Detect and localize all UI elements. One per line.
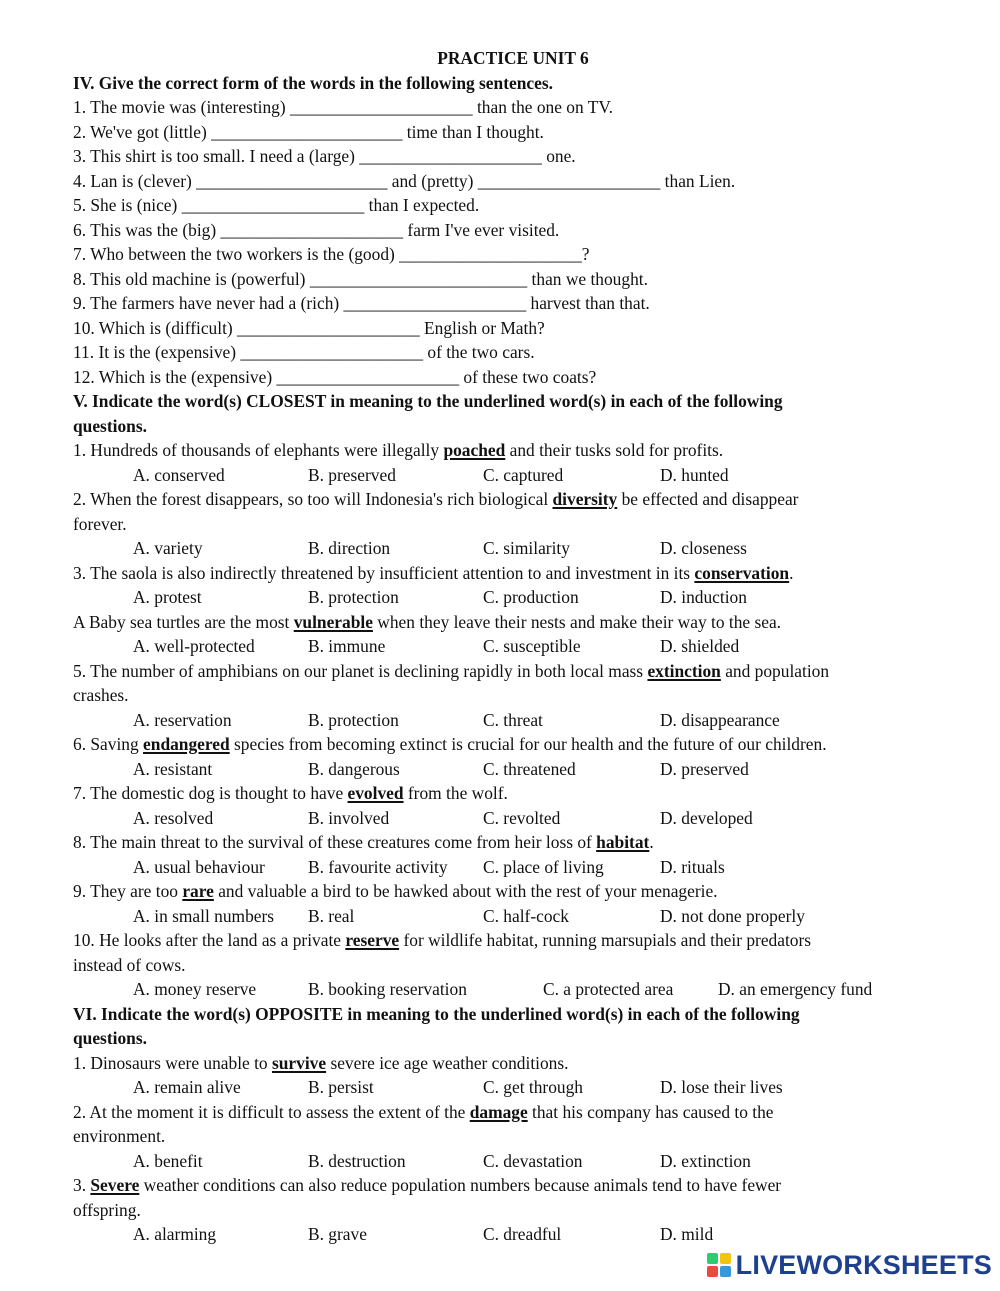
fill-in-item: 3. This shirt is too small. I need a (large) _____________________ one. bbox=[73, 146, 576, 166]
answer-options bbox=[73, 536, 953, 561]
answer-option[interactable]: B. persist bbox=[308, 1077, 374, 1097]
page-title: PRACTICE UNIT 6 bbox=[437, 48, 589, 68]
answer-option[interactable]: C. threat bbox=[483, 709, 543, 730]
question-stem bbox=[73, 1173, 953, 1198]
question-stem bbox=[73, 561, 953, 586]
logo-icon bbox=[707, 1253, 731, 1277]
answer-option[interactable]: C. get through bbox=[483, 1077, 583, 1097]
answer-option[interactable]: D. lose their lives bbox=[660, 1077, 783, 1097]
answer-options bbox=[73, 757, 953, 782]
answer-option[interactable]: D. mild bbox=[660, 1224, 714, 1244]
question-text-cont: offspring. bbox=[73, 1199, 141, 1220]
fill-in-item: 8. This old machine is (powerful) _________________________ than we thought. bbox=[73, 268, 648, 289]
question-text: be effected and disappear bbox=[617, 489, 799, 509]
question-stem bbox=[73, 610, 953, 635]
underlined-keyword: habitat bbox=[596, 832, 650, 852]
answer-options bbox=[73, 806, 953, 831]
answer-option[interactable]: C. place of living bbox=[483, 856, 604, 877]
underlined-keyword: diversity bbox=[552, 489, 618, 509]
answer-option[interactable]: A. resolved bbox=[133, 807, 214, 828]
answer-option[interactable]: B. destruction bbox=[308, 1150, 406, 1171]
answer-option[interactable]: A. resistant bbox=[133, 758, 213, 779]
answer-option[interactable]: B. immune bbox=[308, 636, 386, 656]
answer-option[interactable]: C. threatened bbox=[483, 758, 576, 779]
answer-option[interactable]: C. similarity bbox=[483, 538, 570, 558]
question-text-cont: crashes. bbox=[73, 685, 129, 705]
answer-option[interactable]: A. benefit bbox=[133, 1150, 203, 1171]
fill-in-item: 1. The movie was (interesting) _____________________ than the one on TV. bbox=[73, 97, 614, 117]
section-vi-heading: VI. Indicate the word(s) OPPOSITE in meaning to the underlined word(s) in each of the following bbox=[73, 1003, 800, 1024]
fill-in-item: 10. Which is (difficult) _____________________ English or Math? bbox=[73, 317, 545, 338]
underlined-keyword: vulnerable bbox=[293, 611, 373, 632]
answer-option[interactable]: D. hunted bbox=[660, 464, 729, 485]
fill-in-item: 9. The farmers have never had a (rich) _____________________ harvest than that. bbox=[73, 293, 650, 313]
answer-option[interactable]: A. in small numbers bbox=[133, 905, 275, 926]
answer-option[interactable]: D. induction bbox=[660, 587, 747, 607]
question-text: 1. Dinosaurs were unable to bbox=[73, 1052, 272, 1073]
question-text: species from becoming extinct is crucial for our health and the future of our children. bbox=[229, 734, 827, 754]
underlined-keyword: rare bbox=[182, 881, 214, 901]
answer-option[interactable]: B. involved bbox=[308, 807, 390, 828]
answer-options bbox=[73, 1222, 953, 1247]
question-text: 7. The domestic dog is thought to have bbox=[73, 783, 348, 803]
question-text: 5. The number of amphibians on our planet is declining rapidly in both local mass bbox=[73, 660, 648, 681]
answer-option[interactable]: D. rituals bbox=[660, 856, 725, 877]
answer-option[interactable]: B. favourite activity bbox=[308, 856, 448, 877]
answer-option[interactable]: A. reservation bbox=[133, 709, 232, 730]
question-text-cont: forever. bbox=[73, 513, 127, 534]
question-text: . bbox=[789, 562, 794, 583]
question-text: 9. They are too bbox=[73, 881, 183, 901]
answer-option[interactable]: D. an emergency fund bbox=[718, 979, 873, 999]
underlined-keyword: extinction bbox=[647, 660, 721, 681]
answer-option[interactable]: D. shielded bbox=[660, 636, 740, 656]
answer-option[interactable]: A. conserved bbox=[133, 464, 225, 485]
underlined-keyword: damage bbox=[469, 1101, 528, 1122]
question-text: 6. Saving bbox=[73, 734, 144, 754]
answer-options bbox=[73, 463, 953, 488]
answer-options bbox=[73, 634, 953, 659]
question-text: weather conditions can also reduce population numbers because animals tend to have fewer bbox=[139, 1175, 782, 1195]
logo-square bbox=[720, 1253, 731, 1264]
question-text: 10. He looks after the land as a private bbox=[73, 930, 346, 950]
underlined-keyword: reserve bbox=[345, 930, 400, 950]
question-text: severe ice age weather conditions. bbox=[326, 1052, 569, 1073]
answer-option[interactable]: D. preserved bbox=[660, 758, 749, 779]
answer-option[interactable]: C. devastation bbox=[483, 1150, 583, 1171]
answer-options bbox=[73, 977, 953, 1002]
fill-in-item: 2. We've got (little) ______________________ time than I thought. bbox=[73, 121, 544, 142]
answer-options bbox=[73, 585, 953, 610]
answer-options bbox=[73, 708, 953, 733]
worksheet-page bbox=[73, 46, 953, 1247]
answer-option[interactable]: A. usual behaviour bbox=[133, 856, 265, 877]
question-text: and their tusks sold for profits. bbox=[505, 440, 724, 460]
question-text: when they leave their nests and make their way to the sea. bbox=[372, 611, 782, 632]
underlined-keyword: survive bbox=[271, 1052, 327, 1073]
question-stem bbox=[73, 732, 953, 757]
answer-option[interactable]: A. protest bbox=[133, 587, 202, 607]
section-v-heading: V. Indicate the word(s) CLOSEST in meaning to the underlined word(s) in each of the following bbox=[73, 391, 783, 411]
answer-option[interactable]: A. variety bbox=[133, 538, 203, 558]
question-text: that his company has caused to the bbox=[527, 1101, 774, 1122]
answer-option[interactable]: B. protection bbox=[308, 709, 399, 730]
answer-option[interactable]: C. production bbox=[483, 587, 579, 607]
question-text: 3. bbox=[73, 1175, 91, 1195]
section-vi-items bbox=[73, 1051, 953, 1247]
question-text: from the wolf. bbox=[403, 783, 508, 803]
question-text: 2. At the moment it is difficult to assess the extent of the bbox=[73, 1101, 470, 1122]
answer-option[interactable]: B. booking reservation bbox=[308, 979, 467, 999]
fill-in-item: 12. Which is the (expensive) _____________________ of these two coats? bbox=[73, 366, 597, 387]
answer-option[interactable]: B. dangerous bbox=[308, 758, 400, 779]
question-stem bbox=[73, 781, 953, 806]
answer-options bbox=[73, 1149, 953, 1174]
underlined-keyword: endangered bbox=[143, 734, 230, 754]
question-stem bbox=[73, 659, 953, 684]
question-text: . bbox=[649, 832, 654, 852]
answer-option[interactable]: C. a protected area bbox=[543, 979, 674, 999]
answer-option[interactable]: A. remain alive bbox=[133, 1077, 241, 1097]
answer-option[interactable]: C. revolted bbox=[483, 807, 561, 828]
question-text: 1. Hundreds of thousands of elephants were illegally bbox=[73, 440, 444, 460]
question-text-cont: instead of cows. bbox=[73, 954, 186, 975]
question-stem bbox=[73, 438, 953, 463]
question-stem bbox=[73, 1100, 953, 1125]
section-vi-heading-cont: questions. bbox=[73, 1028, 147, 1048]
fill-in-item: 5. She is (nice) _____________________ than I expected. bbox=[73, 195, 480, 215]
question-text: 3. The saola is also indirectly threatened by insufficient attention to and investment in its bbox=[73, 562, 695, 583]
answer-option[interactable]: D. not done properly bbox=[660, 905, 805, 926]
section-iv-heading: IV. Give the correct form of the words in the following sentences. bbox=[73, 72, 553, 93]
section-v-items bbox=[73, 438, 953, 1002]
answer-option[interactable]: A. well-protected bbox=[133, 636, 255, 656]
question-stem bbox=[73, 1051, 953, 1076]
answer-option[interactable]: D. disappearance bbox=[660, 709, 780, 730]
brand-text: LIVEWORKSHEETS bbox=[735, 1249, 992, 1280]
answer-option[interactable]: B. preserved bbox=[308, 464, 396, 485]
answer-option[interactable]: B. real bbox=[308, 905, 355, 926]
answer-option[interactable]: D. developed bbox=[660, 807, 753, 828]
question-stem bbox=[73, 928, 953, 953]
underlined-keyword: Severe bbox=[90, 1175, 140, 1195]
logo-square bbox=[707, 1253, 718, 1264]
question-stem bbox=[73, 830, 953, 855]
question-text: 2. When the forest disappears, so too will Indonesia's rich biological bbox=[73, 489, 553, 509]
question-text: and valuable a bird to be hawked about with the rest of your menagerie. bbox=[213, 881, 718, 901]
answer-option[interactable]: C. dreadful bbox=[483, 1224, 562, 1244]
question-stem bbox=[73, 487, 953, 512]
fill-in-item: 11. It is the (expensive) _____________________ of the two cars. bbox=[73, 342, 535, 362]
answer-option[interactable]: D. extinction bbox=[660, 1150, 751, 1171]
answer-options bbox=[73, 855, 953, 880]
answer-options bbox=[73, 1075, 953, 1100]
answer-option[interactable]: C. captured bbox=[483, 464, 564, 485]
question-text: for wildlife habitat, running marsupials and their predators bbox=[399, 930, 812, 950]
question-stem bbox=[73, 879, 953, 904]
question-text-cont: environment. bbox=[73, 1126, 166, 1146]
logo-square bbox=[707, 1266, 718, 1277]
answer-option[interactable]: A. alarming bbox=[133, 1224, 217, 1244]
underlined-keyword: evolved bbox=[347, 783, 404, 803]
answer-option[interactable]: A. money reserve bbox=[133, 979, 257, 999]
answer-option[interactable]: B. direction bbox=[308, 538, 391, 558]
answer-option[interactable]: D. closeness bbox=[660, 538, 747, 558]
fill-in-item: 6. This was the (big) _____________________ farm I've ever visited. bbox=[73, 219, 560, 240]
question-text: and population bbox=[720, 660, 830, 681]
answer-option[interactable]: C. susceptible bbox=[483, 636, 581, 656]
section-v-heading-cont: questions. bbox=[73, 415, 147, 436]
underlined-keyword: poached bbox=[443, 440, 506, 460]
answer-options bbox=[73, 904, 953, 929]
section-iv-items bbox=[73, 95, 953, 389]
answer-option[interactable]: C. half-cock bbox=[483, 905, 569, 926]
answer-option[interactable]: B. grave bbox=[308, 1224, 367, 1244]
underlined-keyword: conservation bbox=[694, 562, 790, 583]
logo-square bbox=[720, 1266, 731, 1277]
question-text: A Baby sea turtles are the most bbox=[73, 611, 294, 632]
fill-in-item: 7. Who between the two workers is the (good) _____________________? bbox=[73, 244, 590, 264]
question-text: 8. The main threat to the survival of these creatures come from heir loss of bbox=[73, 832, 597, 852]
fill-in-item: 4. Lan is (clever) ______________________ and (pretty) _____________________ than Lien. bbox=[73, 170, 736, 191]
liveworksheets-logo bbox=[707, 1247, 992, 1283]
answer-option[interactable]: B. protection bbox=[308, 587, 399, 607]
